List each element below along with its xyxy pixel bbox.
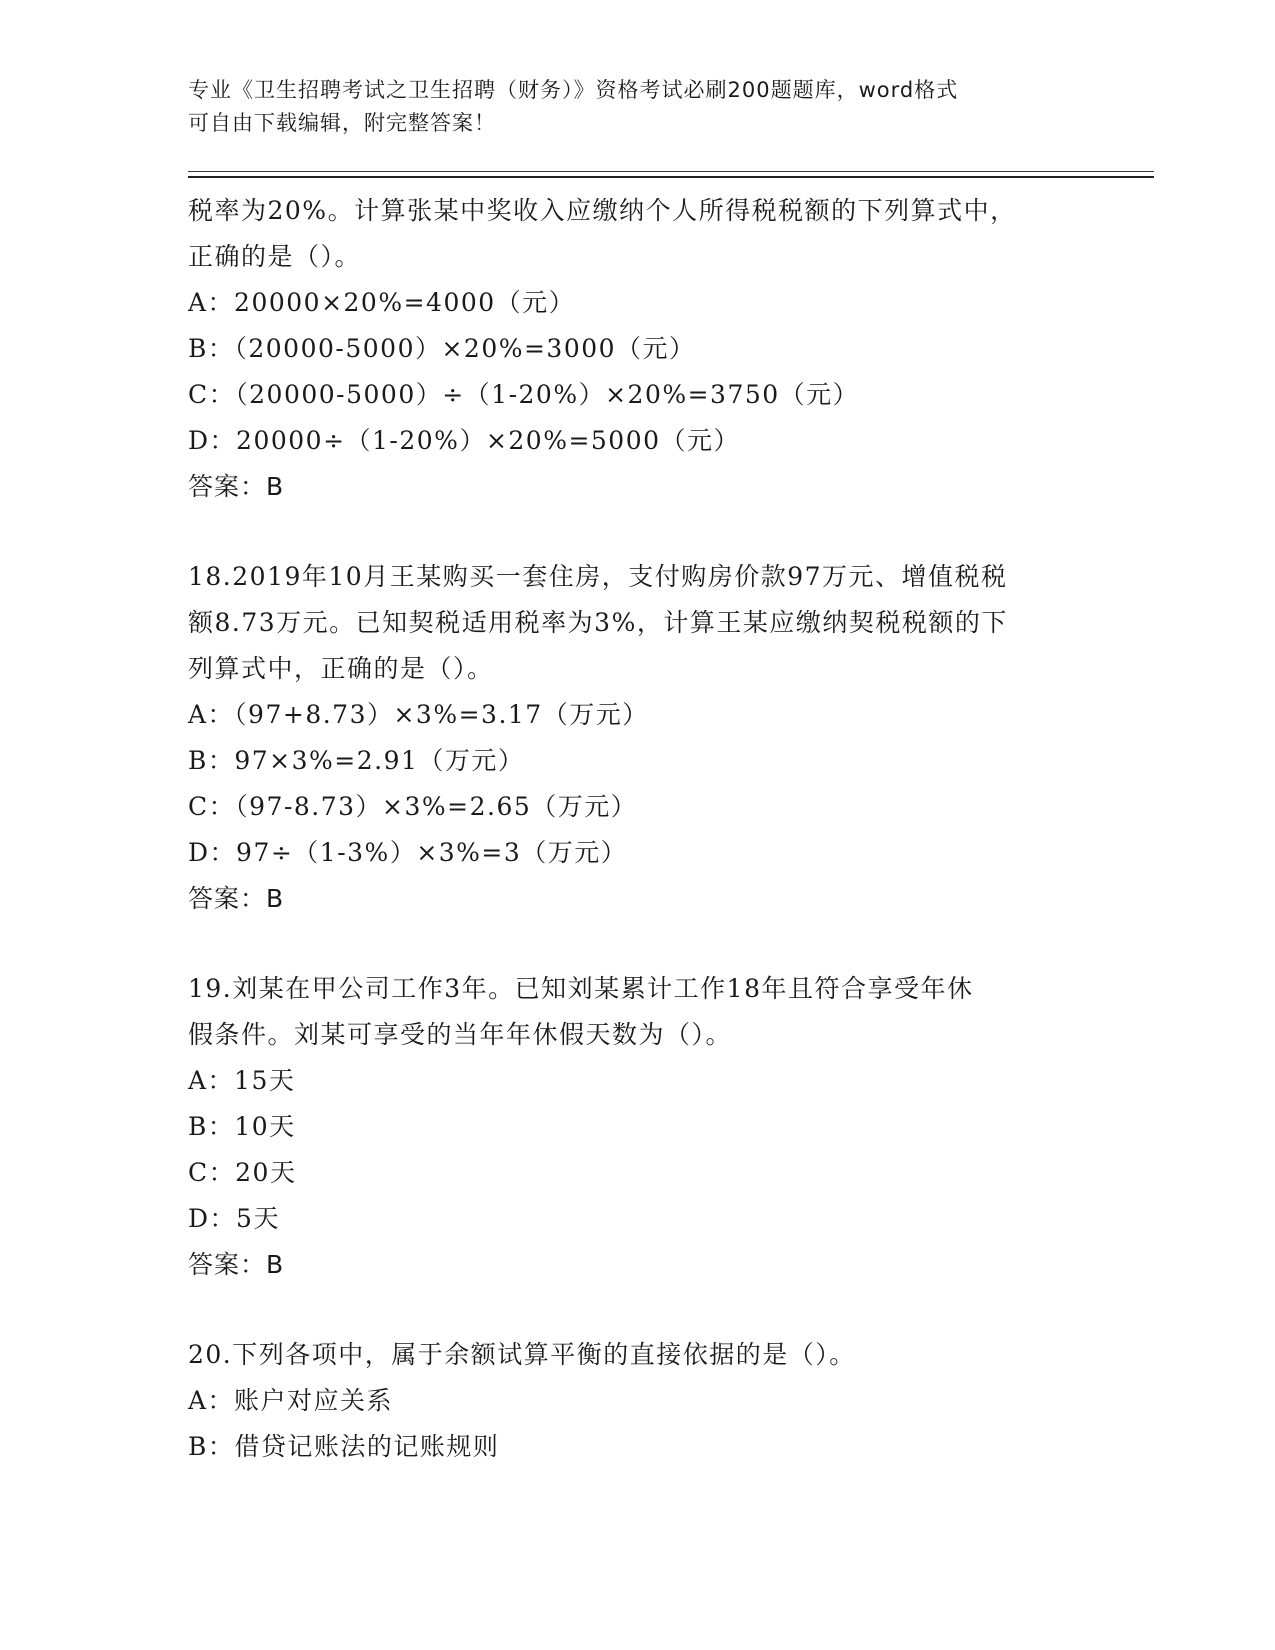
question-stem: 20.下列各项中，属于余额试算平衡的直接依据的是（）。 [188,1340,856,1369]
question-content [188,188,1108,1470]
option-a: A：账户对应关系 [188,1386,394,1415]
option-b: B：97×3%=2.91（万元） [188,746,525,775]
header-divider-thick [188,176,1154,178]
spacer [188,922,1108,966]
option-a: A：15天 [188,1066,296,1095]
answer-label: 答案：B [188,1250,285,1279]
question-stem: 18.2019年10月王某购买一套住房，支付购房价款97万元、增值税税 [188,562,1008,591]
header-line-1: 专业《卫生招聘考试之卫生招聘（财务）》资格考试必刷200题题库，word格式 [188,78,959,102]
spacer [188,510,1108,554]
question-stem: 额8.73万元。已知契税适用税率为3%，计算王某应缴纳契税税额的下 [188,608,1008,637]
question-20 [188,1332,1108,1470]
question-19 [188,966,1108,1288]
option-d: D：5天 [188,1204,280,1233]
answer-label: 答案：B [188,472,285,501]
option-c: C：（97-8.73）×3%=2.65（万元） [188,792,638,821]
option-a: A：20000×20%=4000（元） [188,288,576,317]
option-b: B：（20000-5000）×20%=3000（元） [188,334,696,363]
document-header [188,74,1088,140]
question-stem: 假条件。刘某可享受的当年年休假天数为（）。 [188,1020,733,1049]
question-stem: 税率为20%。计算张某中奖收入应缴纳个人所得税税额的下列算式中， [188,196,1017,225]
question-17 [188,188,1108,510]
question-stem: 列算式中，正确的是（）。 [188,654,494,683]
header-line-2: 可自由下载编辑，附完整答案！ [188,111,496,135]
option-c: C：（20000-5000）÷（1-20%）×20%=3750（元） [188,380,860,409]
answer-label: 答案：B [188,884,285,913]
option-c: C：20天 [188,1158,297,1187]
option-a: A：（97+8.73）×3%=3.17（万元） [188,700,649,729]
spacer [188,1288,1108,1332]
option-d: D：97÷（1-3%）×3%=3（万元） [188,838,628,867]
question-18 [188,554,1108,922]
header-divider-thin [188,171,1154,172]
option-b: B：借贷记账法的记账规则 [188,1432,500,1461]
question-stem: 19.刘某在甲公司工作3年。已知刘某累计工作18年且符合享受年休 [188,974,974,1003]
option-d: D：20000÷（1-20%）×20%=5000（元） [188,426,741,455]
option-b: B：10天 [188,1112,296,1141]
question-stem: 正确的是（）。 [188,242,362,271]
